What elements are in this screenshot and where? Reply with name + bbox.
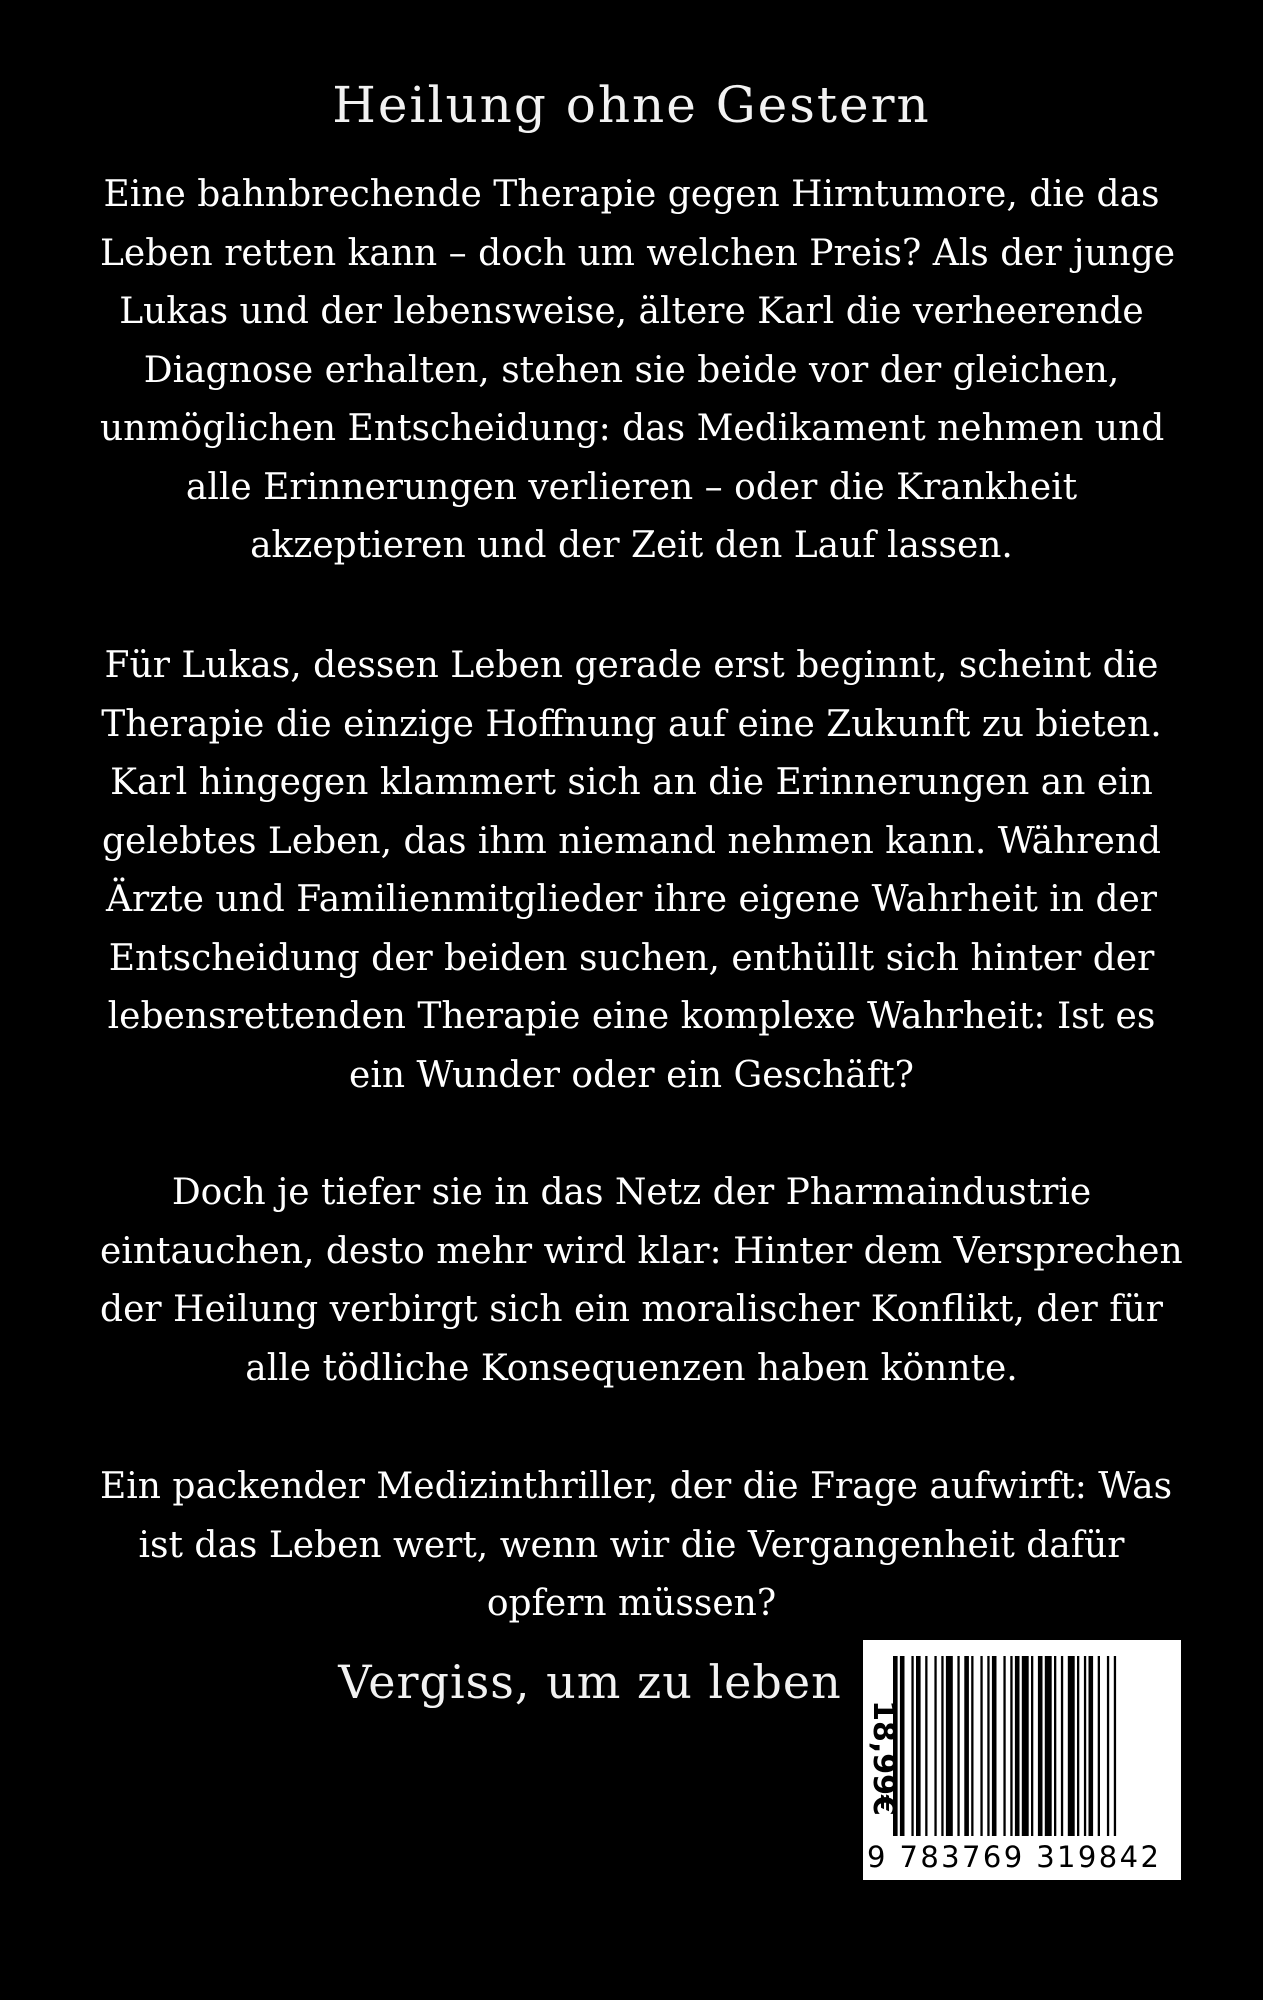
blurb-line: ein Wunder oder ein Geschäft? bbox=[349, 1054, 914, 1096]
blurb-line: opfern müssen? bbox=[486, 1583, 777, 1624]
barcode-bar bbox=[934, 1656, 936, 1836]
barcode-bar bbox=[946, 1656, 953, 1836]
barcode-bar bbox=[980, 1656, 982, 1836]
blurb-paragraph-3 bbox=[100, 1164, 1183, 1398]
barcode-box bbox=[863, 1640, 1181, 1880]
blurb-paragraph-1 bbox=[100, 166, 1176, 576]
barcode-bar bbox=[992, 1656, 997, 1836]
blurb-line: Karl hingegen klammert sich an die Erinnerungen an ein bbox=[110, 762, 1153, 803]
barcode-bar bbox=[1098, 1656, 1100, 1836]
barcode-bar bbox=[971, 1656, 973, 1836]
blurb-line: Doch je tiefer sie in das Netz der Pharmaindustrie bbox=[171, 1172, 1092, 1213]
barcode-bar bbox=[925, 1656, 927, 1836]
barcode-icon bbox=[893, 1656, 1173, 1836]
blurb-paragraph-4 bbox=[100, 1458, 1173, 1634]
barcode-bar bbox=[1107, 1656, 1109, 1836]
barcode-bar bbox=[1031, 1656, 1033, 1836]
blurb-line: Lukas und der lebensweise, ältere Karl die verheerende bbox=[119, 291, 1144, 332]
barcode-bar bbox=[911, 1656, 913, 1836]
barcode-bar bbox=[1015, 1656, 1020, 1836]
tagline: Vergiss, um zu leben bbox=[338, 1655, 842, 1709]
blurb-line: gelebtes Leben, das ihm niemand nehmen kann. Während bbox=[101, 820, 1162, 862]
blurb-line: Ärzte und Familienmitglieder ihre eigene Wahrheit in der bbox=[105, 879, 1157, 920]
blurb-line: Leben retten kann – doch um welchen Preis? Als der junge bbox=[100, 232, 1176, 274]
blurb-paragraph-2 bbox=[100, 637, 1163, 1105]
barcode-bar bbox=[1089, 1656, 1094, 1836]
blurb-line: lebensrettenden Therapie eine komplexe Wahrheit: Ist es bbox=[107, 996, 1156, 1037]
blurb-line: eintauchen, desto mehr wird klar: Hinter dem Versprechen bbox=[100, 1230, 1183, 1272]
barcode-bar bbox=[1003, 1656, 1005, 1836]
barcode-bar bbox=[1061, 1656, 1063, 1836]
price-label: 18,99€ bbox=[866, 1700, 901, 1816]
barcode-bar bbox=[1054, 1656, 1056, 1836]
blurb-line: Für Lukas, dessen Leben gerade erst beginnt, scheint die bbox=[104, 645, 1159, 686]
isbn-digits: 9 783769 319842 bbox=[867, 1840, 1162, 1874]
blurb-line: ist das Leben wert, wenn wir die Vergangenheit dafür bbox=[138, 1524, 1125, 1566]
barcode-bar bbox=[987, 1656, 989, 1836]
barcode-bar bbox=[916, 1656, 921, 1836]
blurb-line: alle Erinnerungen verlieren – oder die Krankheit bbox=[185, 466, 1078, 508]
barcode-bar bbox=[1045, 1656, 1052, 1836]
blurb-line: Entscheidung der beiden suchen, enthüllt sich hinter der bbox=[108, 937, 1155, 979]
blurb-line: Ein packender Medizinthriller, der die Frage aufwirft: Was bbox=[100, 1466, 1173, 1507]
barcode-bar bbox=[941, 1656, 943, 1836]
barcode-bar bbox=[964, 1656, 969, 1836]
book-title: Heilung ohne Gestern bbox=[332, 76, 931, 134]
barcode-bar bbox=[957, 1656, 959, 1836]
blurb-line: der Heilung verbirgt sich ein moralischer Konflikt, der für bbox=[100, 1289, 1163, 1330]
blurb-line: alle tödliche Konsequenzen haben könnte. bbox=[245, 1347, 1018, 1389]
barcode-bar bbox=[1084, 1656, 1086, 1836]
blurb-line: Therapie die einzige Hoffnung auf eine Zukunft zu bieten. bbox=[101, 703, 1162, 745]
barcode-bar bbox=[1022, 1656, 1029, 1836]
barcode-bar bbox=[1068, 1656, 1075, 1836]
blurb-line: Diagnose erhalten, stehen sie beide vor der gleichen, bbox=[143, 349, 1120, 391]
blurb-line: unmöglichen Entscheidung: das Medikament nehmen und bbox=[100, 408, 1165, 449]
blurb-line: Eine bahnbrechende Therapie gegen Hirntumore, die das bbox=[103, 174, 1160, 215]
barcode-bar bbox=[1114, 1656, 1116, 1836]
barcode-bar bbox=[1077, 1656, 1079, 1836]
blurb-line: akzeptieren und der Zeit den Lauf lassen. bbox=[250, 525, 1013, 566]
barcode-bar bbox=[1038, 1656, 1043, 1836]
barcode-bar bbox=[1010, 1656, 1012, 1836]
